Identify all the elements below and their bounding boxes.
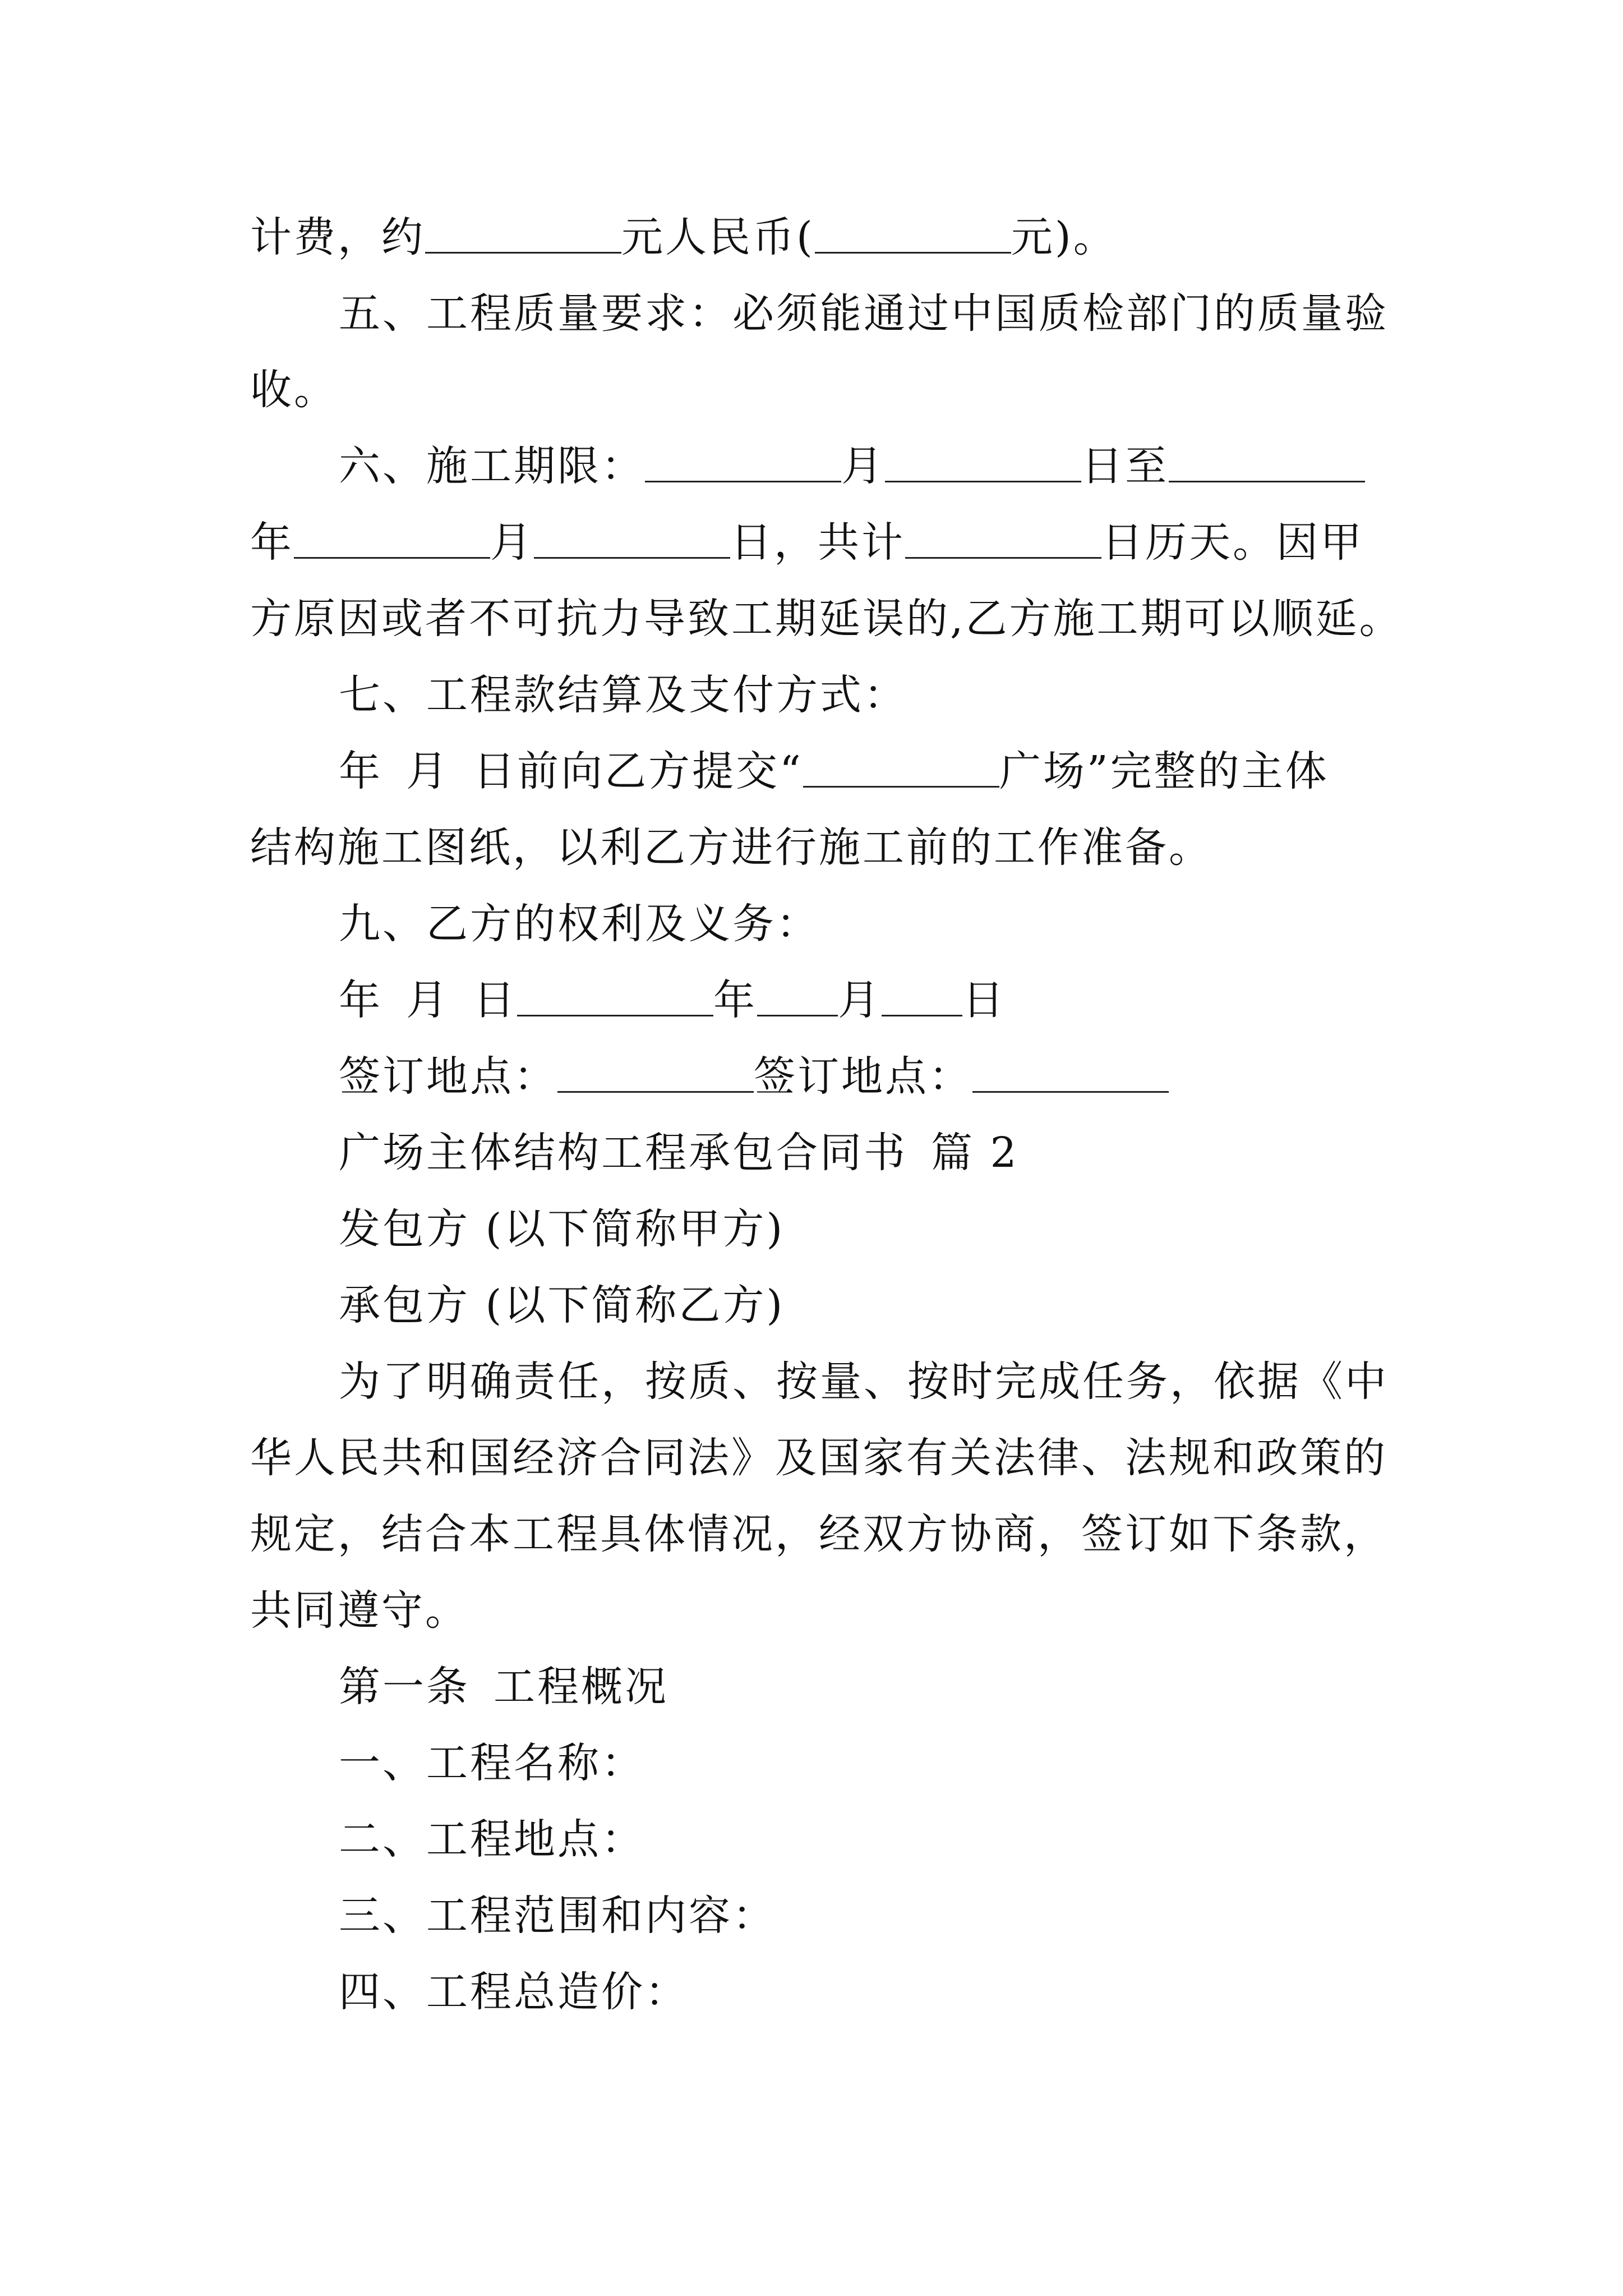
text-fragment: 月 bbox=[406, 976, 450, 1024]
text-line bbox=[339, 438, 1365, 494]
text-fragment: 月 bbox=[841, 442, 885, 490]
text-fragment: 月 bbox=[838, 976, 882, 1024]
text-fragment: 广场”完整的主体 bbox=[999, 747, 1329, 795]
fill-in-blank bbox=[557, 1052, 754, 1093]
fill-in-blank bbox=[803, 747, 999, 788]
text-line: 承包方 (以下简称乙方) bbox=[339, 1281, 785, 1329]
text-fragment: 工程概况 bbox=[494, 1663, 668, 1711]
text-line: 规定，结合本工程具体情况，经双方协商，签订如下条款， bbox=[250, 1510, 1387, 1558]
text-line bbox=[250, 514, 1364, 570]
text-fragment: 日 bbox=[962, 976, 1006, 1024]
text-fragment: 年 bbox=[339, 747, 382, 795]
fill-in-blank bbox=[517, 976, 713, 1016]
text-fragment: 年 bbox=[713, 976, 757, 1024]
text-line: 发包方 (以下简称甲方) bbox=[339, 1205, 785, 1253]
text-line: 二、工程地点： bbox=[339, 1815, 645, 1864]
text-fragment: 日前向乙方提交“ bbox=[473, 747, 803, 795]
text-line bbox=[339, 743, 1329, 799]
text-fragment: 日，共计 bbox=[730, 518, 905, 567]
text-fragment: 元人民币( bbox=[621, 213, 815, 261]
text-fragment: 元)。 bbox=[1011, 213, 1117, 261]
text-line: 四、工程总造价： bbox=[339, 1968, 689, 2016]
text-fragment: 月 bbox=[406, 747, 450, 795]
fill-in-blank bbox=[882, 976, 962, 1016]
fill-in-blank bbox=[972, 1052, 1169, 1093]
text-line: 方原因或者不可抗力导致工期延误的,乙方施工期可以顺延。 bbox=[250, 595, 1403, 643]
text-fragment: 六、施工期限： bbox=[339, 442, 645, 490]
text-line: 一、工程名称： bbox=[339, 1739, 645, 1787]
text-line bbox=[339, 1048, 1169, 1105]
text-line: 结构施工图纸，以利乙方进行施工前的工作准备。 bbox=[250, 823, 1212, 872]
text-line: 九、乙方的权利及义务： bbox=[339, 900, 820, 948]
fill-in-blank bbox=[534, 518, 730, 559]
text-line: 七、工程款结算及支付方式： bbox=[339, 671, 907, 719]
text-line bbox=[339, 972, 1006, 1028]
text-fragment: 日历天。因甲 bbox=[1101, 518, 1364, 567]
text-fragment: 计费，约 bbox=[250, 213, 425, 261]
article-heading bbox=[339, 1659, 668, 1715]
fill-in-blank bbox=[757, 976, 838, 1016]
text-fragment: 签订地点： bbox=[754, 1052, 972, 1101]
text-fragment: 第一条 bbox=[339, 1663, 470, 1711]
text-line bbox=[250, 209, 1117, 265]
section-heading bbox=[339, 1125, 1019, 1181]
text-fragment: 签订地点： bbox=[339, 1052, 557, 1101]
text-fragment: 篇 2 bbox=[931, 1129, 1019, 1177]
fill-in-blank bbox=[905, 518, 1101, 559]
text-fragment: 广场主体结构工程承包合同书 bbox=[339, 1129, 907, 1177]
text-fragment: 年 bbox=[250, 518, 294, 567]
text-line: 收。 bbox=[250, 366, 338, 414]
text-line: 共同遵守。 bbox=[250, 1586, 469, 1635]
fill-in-blank bbox=[1169, 441, 1365, 482]
fill-in-blank bbox=[294, 518, 490, 559]
text-line: 为了明确责任，按质、按量、按时完成任务，依据《中 bbox=[339, 1358, 1389, 1406]
fill-in-blank bbox=[425, 213, 621, 254]
text-fragment: 日至 bbox=[1081, 442, 1169, 490]
fill-in-blank bbox=[885, 441, 1081, 482]
text-line: 五、工程质量要求：必须能通过中国质检部门的质量验 bbox=[339, 289, 1389, 338]
text-fragment: 月 bbox=[490, 518, 534, 567]
text-fragment: 年 bbox=[339, 976, 382, 1024]
text-line: 三、工程范围和内容： bbox=[339, 1892, 776, 1940]
fill-in-blank bbox=[815, 213, 1011, 254]
text-line: 华人民共和国经济合同法》及国家有关法律、法规和政策的 bbox=[250, 1434, 1387, 1482]
fill-in-blank bbox=[645, 441, 841, 482]
text-fragment: 日 bbox=[473, 976, 517, 1024]
